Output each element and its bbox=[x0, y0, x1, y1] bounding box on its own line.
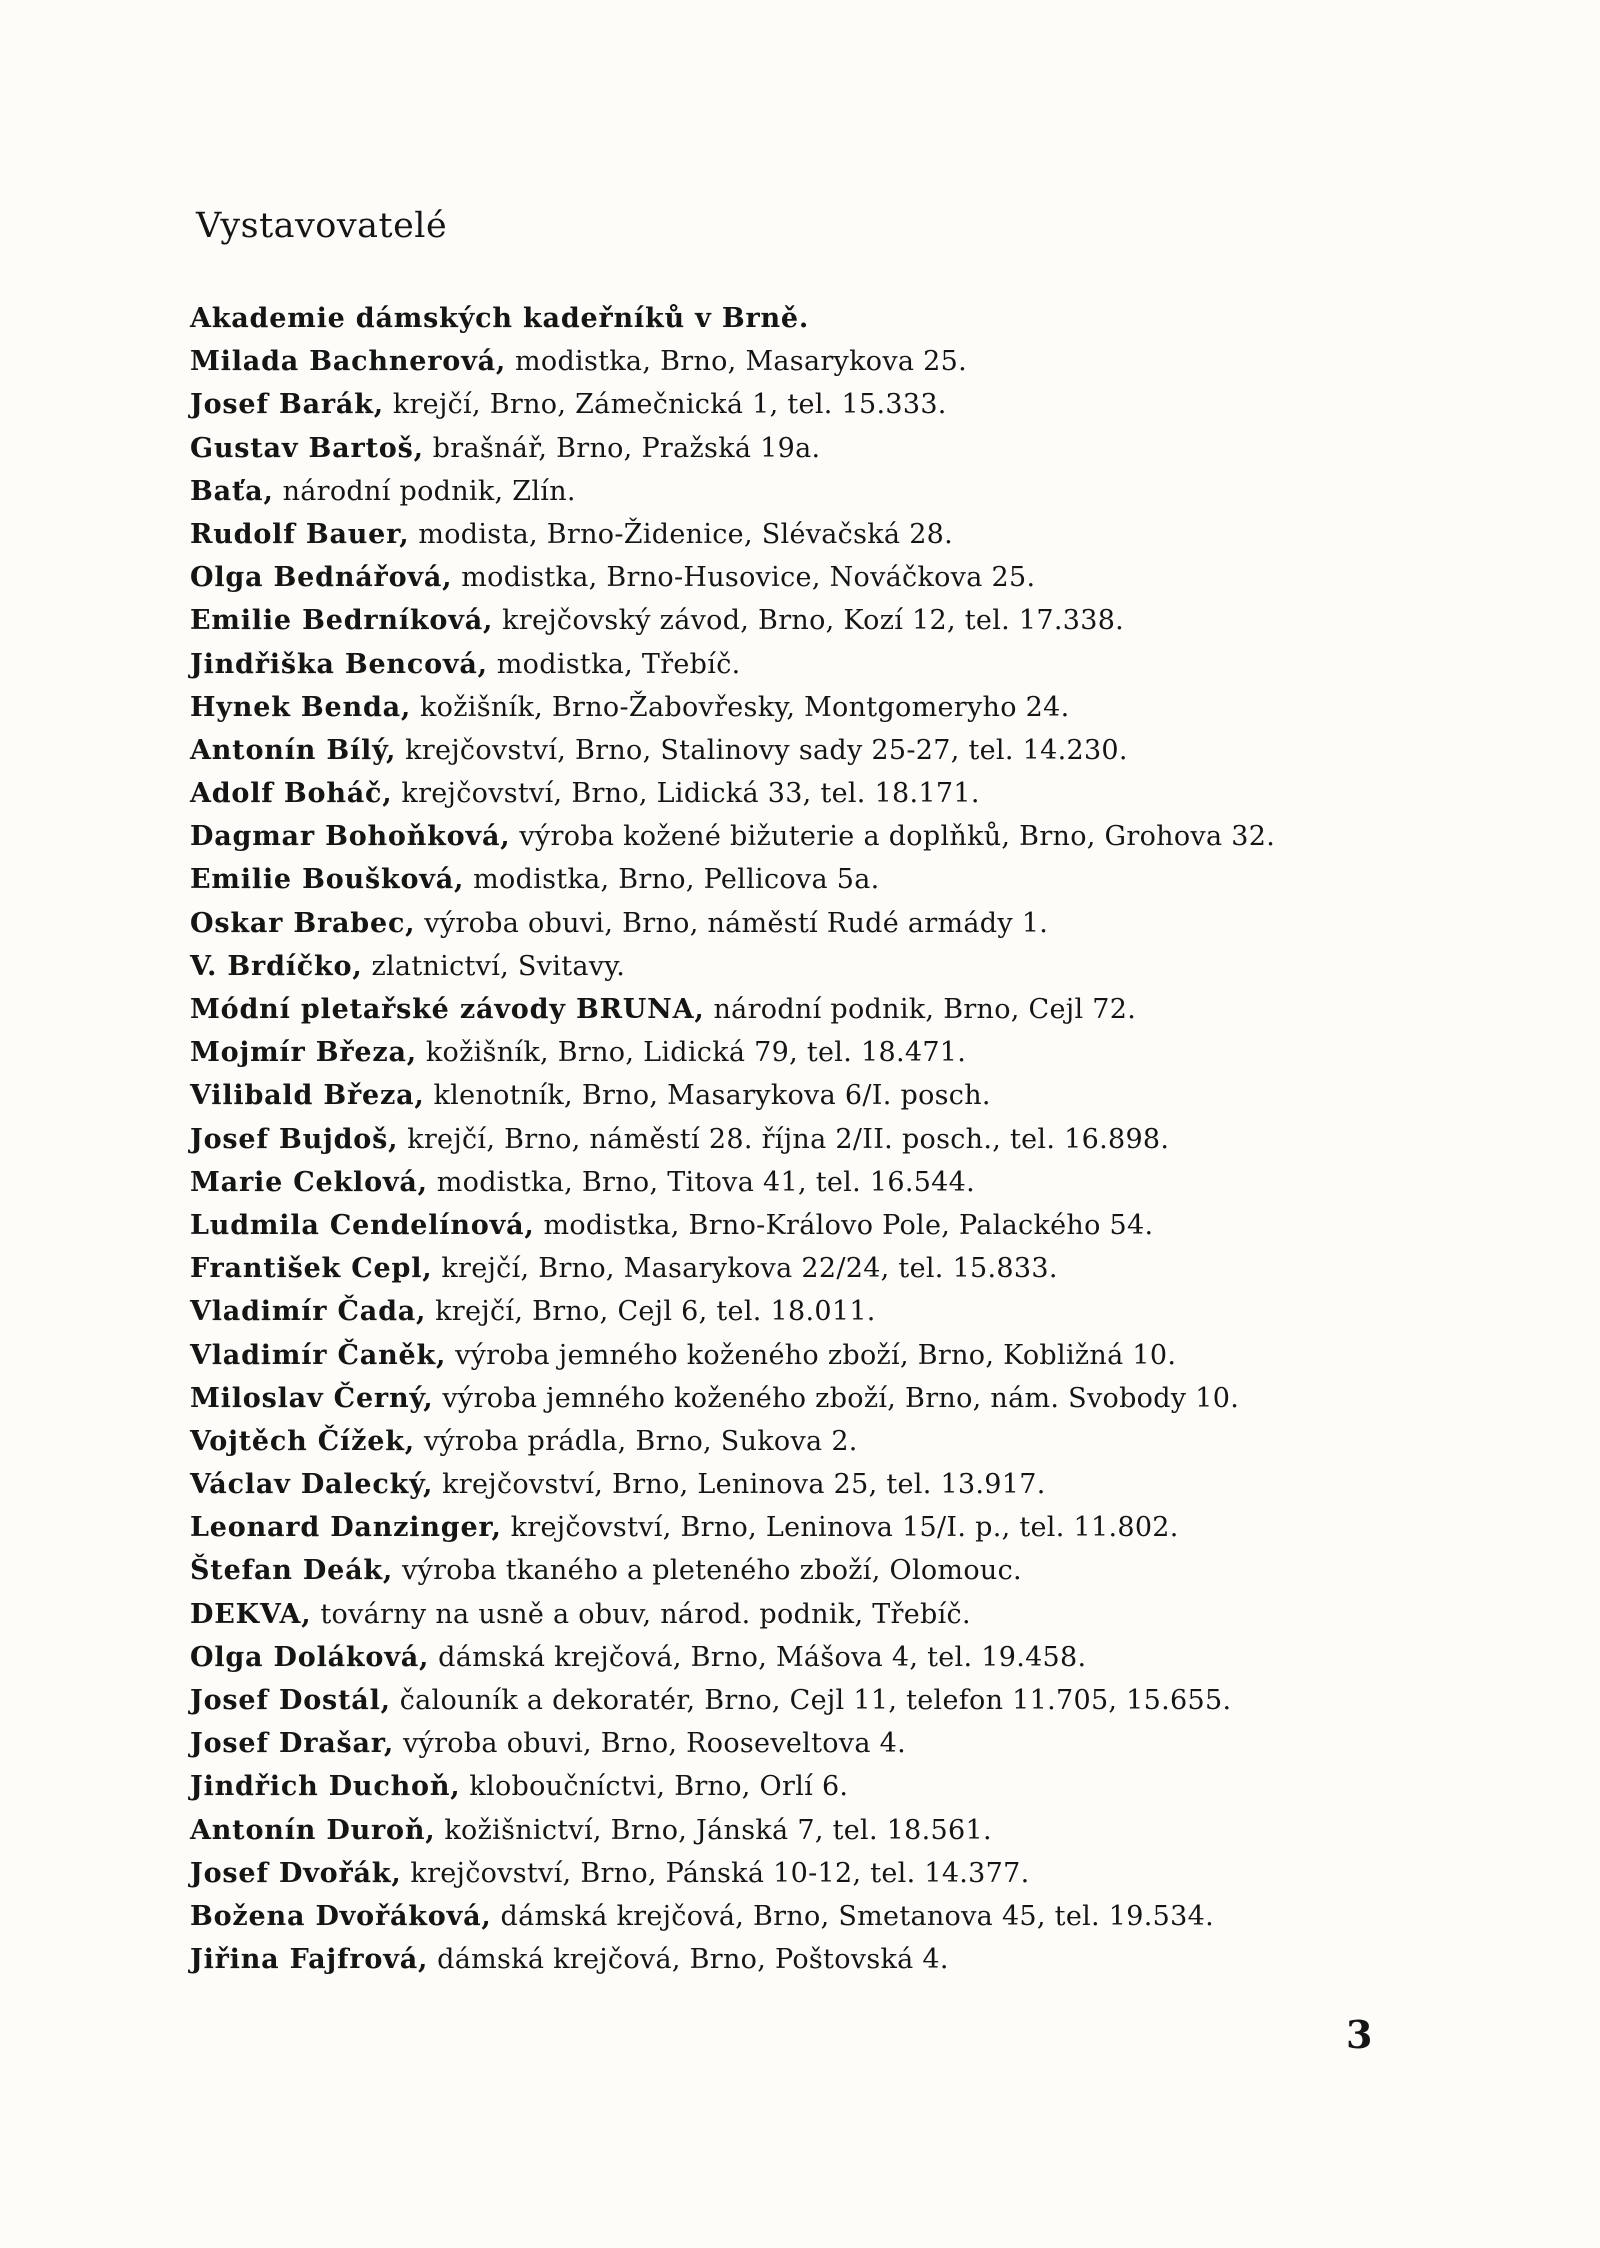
exhibitor-name: Módní pletařské závody BRUNA, bbox=[190, 994, 705, 1025]
exhibitor-detail: kožišník, Brno-Žabovřesky, Montgomeryho 24. bbox=[420, 691, 1070, 723]
exhibitor-detail: modistka, Brno, Masarykova 25. bbox=[514, 346, 967, 378]
exhibitor-name: Josef Dvořák, bbox=[190, 1857, 402, 1889]
exhibitor-list bbox=[190, 297, 1410, 1981]
list-item bbox=[190, 1463, 1410, 1506]
exhibitor-detail: čalouník a dekoratér, Brno, Cejl 11, telefon 11.705, 15.655. bbox=[399, 1685, 1232, 1716]
list-item bbox=[190, 1809, 1410, 1852]
exhibitor-name: Hynek Benda, bbox=[190, 691, 412, 723]
exhibitor-name: DEKVA, bbox=[190, 1598, 312, 1630]
list-item bbox=[190, 1161, 1410, 1204]
list-item bbox=[190, 297, 1410, 340]
list-item bbox=[190, 1679, 1410, 1722]
exhibitor-name: Miloslav Černý, bbox=[190, 1382, 434, 1414]
list-item bbox=[190, 1938, 1410, 1981]
exhibitor-name: Gustav Bartoš, bbox=[190, 432, 424, 464]
exhibitor-detail: národní podnik, Zlín. bbox=[282, 475, 576, 507]
list-item bbox=[190, 1204, 1410, 1247]
list-item bbox=[190, 988, 1410, 1031]
list-item bbox=[190, 1852, 1410, 1895]
exhibitor-name: Božena Dvořáková, bbox=[190, 1900, 492, 1932]
exhibitor-detail: výroba prádla, Brno, Sukova 2. bbox=[423, 1425, 858, 1457]
exhibitor-detail: výroba jemného koženého zboží, Brno, Kobližná 10. bbox=[455, 1339, 1177, 1371]
list-item bbox=[190, 1420, 1410, 1463]
exhibitor-name: Josef Bujdoš, bbox=[190, 1123, 399, 1155]
list-item bbox=[190, 599, 1410, 642]
exhibitor-detail: modista, Brno-Židenice, Slévačská 28. bbox=[418, 518, 954, 550]
list-item bbox=[190, 427, 1410, 470]
list-item bbox=[190, 902, 1410, 945]
exhibitor-detail: krejčí, Brno, Zámečnická 1, tel. 15.333. bbox=[392, 389, 947, 421]
exhibitor-name: Marie Ceklová, bbox=[190, 1166, 428, 1198]
exhibitor-detail: krejčovství, Brno, Lidická 33, tel. 18.171. bbox=[401, 778, 980, 810]
exhibitor-detail: výroba obuvi, Brno, Rooseveltova 4. bbox=[402, 1728, 906, 1760]
exhibitor-name: Štefan Deák, bbox=[190, 1555, 394, 1587]
exhibitor-name: Vojtěch Čížek, bbox=[190, 1425, 415, 1457]
exhibitor-name: Oskar Brabec, bbox=[190, 907, 416, 939]
exhibitor-name: V. Brdíčko, bbox=[190, 950, 363, 982]
exhibitor-name: Dagmar Bohoňková, bbox=[190, 821, 511, 853]
exhibitor-name: Antonín Bílý, bbox=[190, 734, 397, 766]
exhibitor-detail: kožišník, Brno, Lidická 79, tel. 18.471. bbox=[425, 1037, 967, 1069]
exhibitor-name: Jiřina Fajfrová, bbox=[190, 1944, 429, 1976]
exhibitor-detail: národní podnik, Brno, Cejl 72. bbox=[713, 994, 1137, 1025]
list-item bbox=[190, 772, 1410, 815]
exhibitor-detail: krejčovství, Brno, Stalinovy sady 25-27, tel. 14.230. bbox=[405, 734, 1128, 766]
page-number: 3 bbox=[1346, 2012, 1373, 2057]
exhibitor-detail: krejčí, Brno, Cejl 6, tel. 18.011. bbox=[435, 1296, 876, 1328]
exhibitor-name: Jindřich Duchoň, bbox=[190, 1771, 461, 1803]
exhibitor-detail: modistka, Brno-Královo Pole, Palackého 54. bbox=[543, 1209, 1154, 1241]
exhibitor-detail: brašnář, Brno, Pražská 19a. bbox=[432, 432, 821, 464]
exhibitor-name: Emilie Boušková, bbox=[190, 864, 465, 896]
exhibitor-name: Josef Drašar, bbox=[190, 1728, 395, 1760]
exhibitor-name: Adolf Boháč, bbox=[190, 778, 393, 810]
exhibitor-detail: dámská krejčová, Brno, Mášova 4, tel. 19.458. bbox=[438, 1641, 1087, 1673]
list-item bbox=[190, 1593, 1410, 1636]
list-item bbox=[190, 383, 1410, 426]
list-item bbox=[190, 1722, 1410, 1765]
list-item bbox=[190, 686, 1410, 729]
exhibitor-detail: modistka, Brno-Husovice, Nováčkova 25. bbox=[461, 562, 1036, 594]
exhibitor-name: Václav Dalecký, bbox=[190, 1469, 434, 1501]
exhibitor-detail: modistka, Třebíč. bbox=[496, 648, 741, 680]
exhibitor-detail: dámská krejčová, Brno, Smetanova 45, tel. 19.534. bbox=[500, 1900, 1214, 1932]
list-item bbox=[190, 1074, 1410, 1117]
exhibitor-detail: výroba obuvi, Brno, náměstí Rudé armády 1. bbox=[424, 907, 1049, 939]
exhibitor-name: Vladimír Čada, bbox=[190, 1296, 427, 1328]
list-item bbox=[190, 1247, 1410, 1290]
list-item bbox=[190, 729, 1410, 772]
exhibitor-name: Vilibald Březa, bbox=[190, 1080, 425, 1112]
exhibitor-detail: kožišnictví, Brno, Jánská 7, tel. 18.561. bbox=[444, 1814, 992, 1846]
list-item bbox=[190, 1895, 1410, 1938]
exhibitor-detail: krejčí, Brno, Masarykova 22/24, tel. 15.833. bbox=[441, 1253, 1058, 1285]
exhibitor-name: Jindřiška Bencová, bbox=[190, 648, 488, 680]
exhibitor-detail: modistka, Brno, Pellicova 5a. bbox=[473, 864, 880, 896]
exhibitor-name: Mojmír Březa, bbox=[190, 1037, 417, 1069]
exhibitor-name: Josef Barák, bbox=[190, 389, 384, 421]
exhibitor-name: Milada Bachnerová, bbox=[190, 346, 507, 378]
list-item bbox=[190, 643, 1410, 686]
exhibitor-detail: krejčovství, Brno, Leninova 15/I. p., tel. 11.802. bbox=[510, 1512, 1179, 1544]
list-item bbox=[190, 1549, 1410, 1592]
list-item bbox=[190, 513, 1410, 556]
list-item bbox=[190, 1031, 1410, 1074]
list-item bbox=[190, 1636, 1410, 1679]
list-item bbox=[190, 858, 1410, 901]
exhibitor-detail: zlatnictví, Svitavy. bbox=[371, 950, 626, 982]
exhibitor-detail: krejčovství, Brno, Leninova 25, tel. 13.917. bbox=[442, 1469, 1046, 1501]
list-item bbox=[190, 340, 1410, 383]
exhibitor-name: Akademie dámských kadeřníků v Brně. bbox=[190, 303, 810, 334]
exhibitor-detail: klenotník, Brno, Masarykova 6/I. posch. bbox=[433, 1080, 991, 1112]
list-item bbox=[190, 1118, 1410, 1161]
exhibitor-name: Josef Dostál, bbox=[190, 1685, 391, 1716]
list-item bbox=[190, 1506, 1410, 1549]
exhibitor-name: Leonard Danzinger, bbox=[190, 1512, 502, 1544]
list-item bbox=[190, 1377, 1410, 1420]
page-title: Vystavovatelé bbox=[196, 206, 448, 246]
exhibitor-name: Emilie Bedrníková, bbox=[190, 605, 494, 637]
exhibitor-detail: výroba kožené bižuterie a doplňků, Brno, Grohova 32. bbox=[519, 821, 1276, 853]
exhibitor-detail: kloboučníctvi, Brno, Orlí 6. bbox=[469, 1771, 849, 1803]
exhibitor-detail: dámská krejčová, Brno, Poštovská 4. bbox=[437, 1944, 949, 1976]
list-item bbox=[190, 815, 1410, 858]
list-item bbox=[190, 945, 1410, 988]
exhibitor-name: Ludmila Cendelínová, bbox=[190, 1209, 535, 1241]
exhibitor-detail: modistka, Brno, Titova 41, tel. 16.544. bbox=[436, 1166, 976, 1198]
exhibitor-name: František Cepl, bbox=[190, 1253, 433, 1285]
list-item bbox=[190, 1290, 1410, 1333]
exhibitor-detail: výroba jemného koženého zboží, Brno, nám. Svobody 10. bbox=[442, 1382, 1240, 1414]
exhibitor-name: Olga Doláková, bbox=[190, 1641, 430, 1673]
list-item bbox=[190, 470, 1410, 513]
exhibitor-detail: továrny na usně a obuv, národ. podnik, Třebíč. bbox=[320, 1598, 971, 1630]
exhibitor-name: Vladimír Čaněk, bbox=[190, 1339, 447, 1371]
list-item bbox=[190, 1334, 1410, 1377]
list-item bbox=[190, 556, 1410, 599]
exhibitor-detail: výroba tkaného a pleteného zboží, Olomouc. bbox=[401, 1555, 1022, 1587]
exhibitor-detail: krejčí, Brno, náměstí 28. října 2/II. posch., tel. 16.898. bbox=[407, 1123, 1170, 1155]
exhibitor-name: Rudolf Bauer, bbox=[190, 518, 410, 550]
list-item bbox=[190, 1765, 1410, 1808]
exhibitor-name: Baťa, bbox=[190, 475, 274, 507]
exhibitor-detail: krejčovský závod, Brno, Kozí 12, tel. 17.338. bbox=[502, 605, 1125, 637]
exhibitor-detail: krejčovství, Brno, Pánská 10-12, tel. 14.377. bbox=[410, 1857, 1030, 1889]
exhibitor-name: Olga Bednářová, bbox=[190, 562, 453, 594]
exhibitor-name: Antonín Duroň, bbox=[190, 1814, 436, 1846]
